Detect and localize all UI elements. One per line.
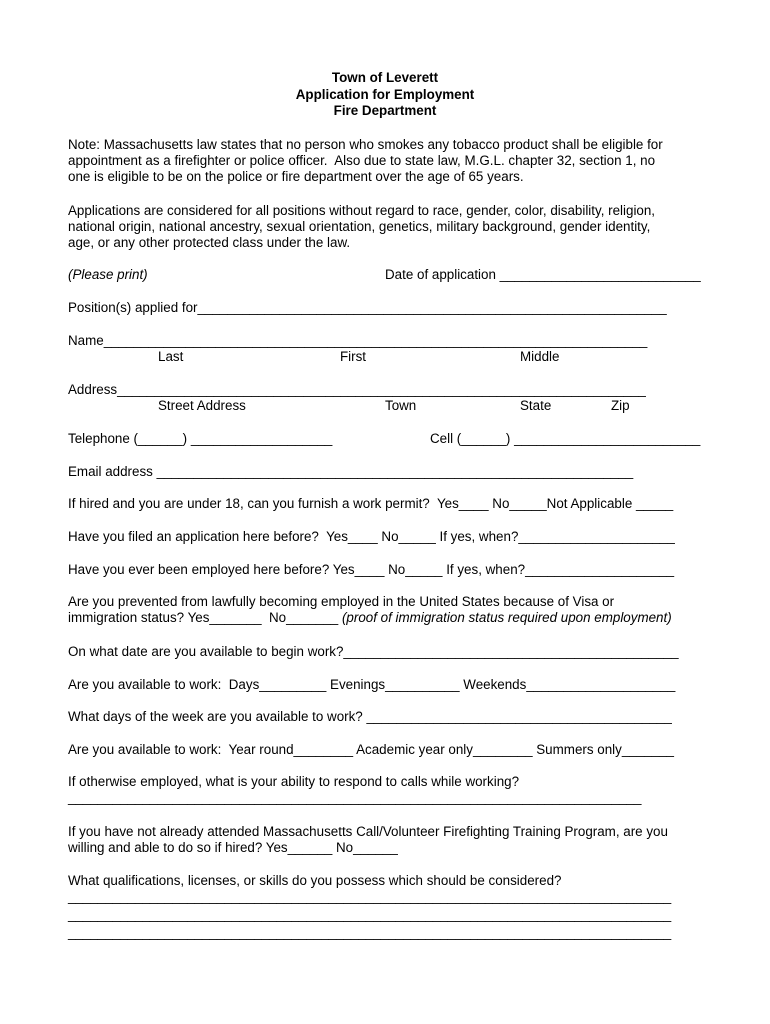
qualifications-question: What qualifications, licenses, or skills do you possess which should be considered? (68, 873, 562, 888)
note-line-3: one is eligible to be on the police or fire department over the age of 65 years. (68, 169, 524, 184)
name-last-label: Last (158, 349, 184, 364)
address-zip-label: Zip (611, 398, 630, 413)
telephone-field[interactable]: Telephone (______) ___________________ (68, 431, 333, 446)
visa-question-line-2[interactable] (68, 610, 672, 626)
training-question-line-1: If you have not already attended Massachusetts Call/Volunteer Firefighting Training Program, are you (68, 824, 668, 839)
address-state-label: State (520, 398, 552, 413)
eeo-line-1: Applications are considered for all positions without regard to race, gender, color, disability, religion, (68, 203, 656, 218)
visa-proof-note: (proof of immigration status required upon employment) (341, 610, 672, 625)
eeo-line-2: national origin, national ancestry, sexual orientation, genetics, military background, gender identity, (68, 219, 651, 234)
town-title: Town of Leverett (331, 70, 439, 85)
note-line-1: Note: Massachusetts law states that no person who smokes any tobacco product shall be eligible for (68, 137, 663, 152)
department-title: Fire Department (333, 103, 437, 118)
cell-field[interactable]: Cell (______) _________________________ (430, 431, 701, 446)
address-street-label: Street Address (158, 398, 246, 413)
form-title: Application for Employment (295, 87, 475, 102)
visa-yes-no-fields[interactable]: immigration status? Yes_______ No_______ (68, 610, 342, 625)
please-print-label: (Please print) (68, 267, 148, 282)
date-of-application-field[interactable]: Date of application ___________________________ (385, 267, 701, 282)
work-permit-question[interactable]: If hired and you are under 18, can you furnish a work permit? Yes____ No_____Not Applicable _____ (68, 496, 674, 511)
name-field[interactable]: Name_________________________________________________________________________ (68, 333, 648, 348)
days-of-week-question[interactable]: What days of the week are you available to work? _________________________________________ (68, 709, 672, 724)
year-round-question[interactable]: Are you available to work: Year round________ Academic year only________ Summers only_______ (68, 742, 674, 757)
otherwise-employed-question: If otherwise employed, what is your ability to respond to calls while working? (68, 774, 520, 789)
email-field[interactable]: Email address ________________________________________________________________ (68, 464, 634, 479)
filed-before-question[interactable]: Have you filed an application here before? Yes____ No_____ If yes, when?_____________________ (68, 529, 675, 544)
begin-date-question[interactable]: On what date are you available to begin work?_____________________________________________ (68, 644, 679, 659)
address-town-label: Town (385, 398, 417, 413)
otherwise-employed-answer-line[interactable]: _____________________________________________________________________________ (68, 790, 642, 805)
training-question-line-2[interactable]: willing and able to do so if hired? Yes______ No______ (68, 840, 398, 855)
availability-question[interactable]: Are you available to work: Days_________ Evenings__________ Weekends____________________ (68, 677, 676, 692)
address-field[interactable]: Address_______________________________________________________________________ (68, 382, 646, 397)
eeo-line-3: age, or any other protected class under the law. (68, 235, 351, 250)
qualifications-answer-line-2[interactable]: _________________________________________________________________________________ (68, 907, 672, 922)
name-middle-label: Middle (520, 349, 560, 364)
visa-question-line-1: Are you prevented from lawfully becoming employed in the United States because of Visa or (68, 594, 615, 609)
qualifications-answer-line-1[interactable]: _________________________________________________________________________________ (68, 889, 672, 904)
name-first-label: First (340, 349, 367, 364)
employed-before-question[interactable]: Have you ever been employed here before? Yes____ No_____ If yes, when?____________________ (68, 562, 675, 577)
position-field[interactable]: Position(s) applied for_______________________________________________________________ (68, 300, 667, 315)
note-line-2: appointment as a firefighter or police officer. Also due to state law, M.G.L. chapter 32, section 1, no (68, 153, 656, 168)
qualifications-answer-line-3[interactable]: _________________________________________________________________________________ (68, 925, 672, 940)
